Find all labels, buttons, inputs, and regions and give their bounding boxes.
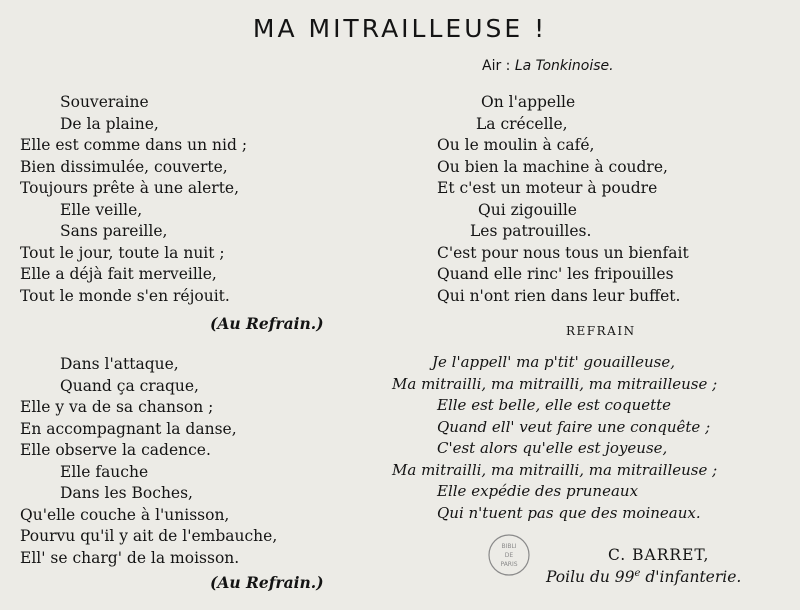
verse-line: En accompagnant la danse, <box>20 419 237 438</box>
verse-line: Elle est comme dans un nid ; <box>20 136 248 154</box>
chorus-line: Je l'appell' ma p'tit' gouailleuse, <box>432 353 676 371</box>
author-rank <box>546 568 741 586</box>
verse-line: La crécelle, <box>476 114 568 133</box>
chorus-line: Ma mitrailli, ma mitrailli, ma mitrailleuse ; <box>392 460 718 479</box>
tune-name: La Tonkinoise. <box>514 58 614 74</box>
verse-line: Toujours prête à une alerte, <box>20 179 240 197</box>
verse-line: On l'appelle <box>481 93 576 111</box>
verse-line: Elle veille, <box>60 200 143 219</box>
stamp-text: BIBLI <box>501 543 517 550</box>
verse-line: Quand elle rinc' les fripouilles <box>437 265 674 283</box>
verse-line: Elle fauche <box>60 462 149 481</box>
refrain-note: (Au Refrain.) <box>210 573 324 592</box>
rank-suffix: d'infanterie. <box>640 568 742 587</box>
air-label: Air : <box>482 58 511 74</box>
rank-prefix: Poilu du 99 <box>546 568 635 587</box>
chorus-line: Elle est belle, elle est coquette <box>437 396 672 414</box>
verse-line: Les patrouilles. <box>470 222 592 240</box>
verse-line: Pourvu qu'il y ait de l'embauche, <box>20 527 278 545</box>
verse-line: Dans l'attaque, <box>60 355 179 373</box>
refrain-note: (Au Refrain.) <box>210 314 324 333</box>
verse-line: Elle observe la cadence. <box>20 441 211 459</box>
stanza-3 <box>0 92 689 307</box>
refrain-heading: REFRAIN <box>566 324 636 338</box>
chorus-line: Qui n'tuent pas que des moineaux. <box>437 503 701 522</box>
verse-line: Souveraine <box>60 93 149 111</box>
verse-line: Qui n'ont rien dans leur buffet. <box>437 286 681 305</box>
verse-line: Bien dissimulée, couverte, <box>20 157 228 176</box>
verse-line: Quand ça craque, <box>60 376 199 395</box>
verse-line: Elle a déjà fait merveille, <box>20 265 217 283</box>
chorus-line: Elle expédie des pruneaux <box>437 482 639 500</box>
verse-line: De la plaine, <box>60 114 159 133</box>
author-signature: C. BARRET, <box>608 546 710 564</box>
verse-line: Qu'elle couche à l'unisson, <box>20 505 230 524</box>
chorus <box>0 352 717 524</box>
verse-line: Et c'est un moteur à poudre <box>437 179 658 197</box>
chorus-line: Quand ell' veut faire une conquête ; <box>437 417 711 436</box>
tune-indication <box>482 58 614 74</box>
verse-line: C'est pour nous tous un bienfait <box>437 243 689 262</box>
verse-line: Sans pareille, <box>60 222 168 240</box>
chorus-line: C'est alors qu'elle est joyeuse, <box>437 439 668 457</box>
verse-line: Elle y va de sa chanson ; <box>20 398 214 416</box>
verse-line: Dans les Boches, <box>60 484 193 502</box>
chorus-line: Ma mitrailli, ma mitrailli, ma mitrailleuse ; <box>392 374 718 393</box>
verse-line: Tout le jour, toute la nuit ; <box>20 243 225 262</box>
stamp-text: DE <box>504 552 514 559</box>
verse-line: Ou le moulin à café, <box>437 136 595 154</box>
verse-line: Tout le monde s'en réjouit. <box>20 286 230 305</box>
verse-line: Qui zigouille <box>478 200 577 219</box>
library-stamp <box>486 532 532 578</box>
verse-line: Ou bien la machine à coudre, <box>437 157 668 176</box>
page-title: MA MITRAILLEUSE ! <box>252 14 548 43</box>
rank-sup: e <box>634 568 641 579</box>
verse-line: Ell' se charg' de la moisson. <box>20 548 240 567</box>
stamp-text: PARIS <box>500 561 518 568</box>
